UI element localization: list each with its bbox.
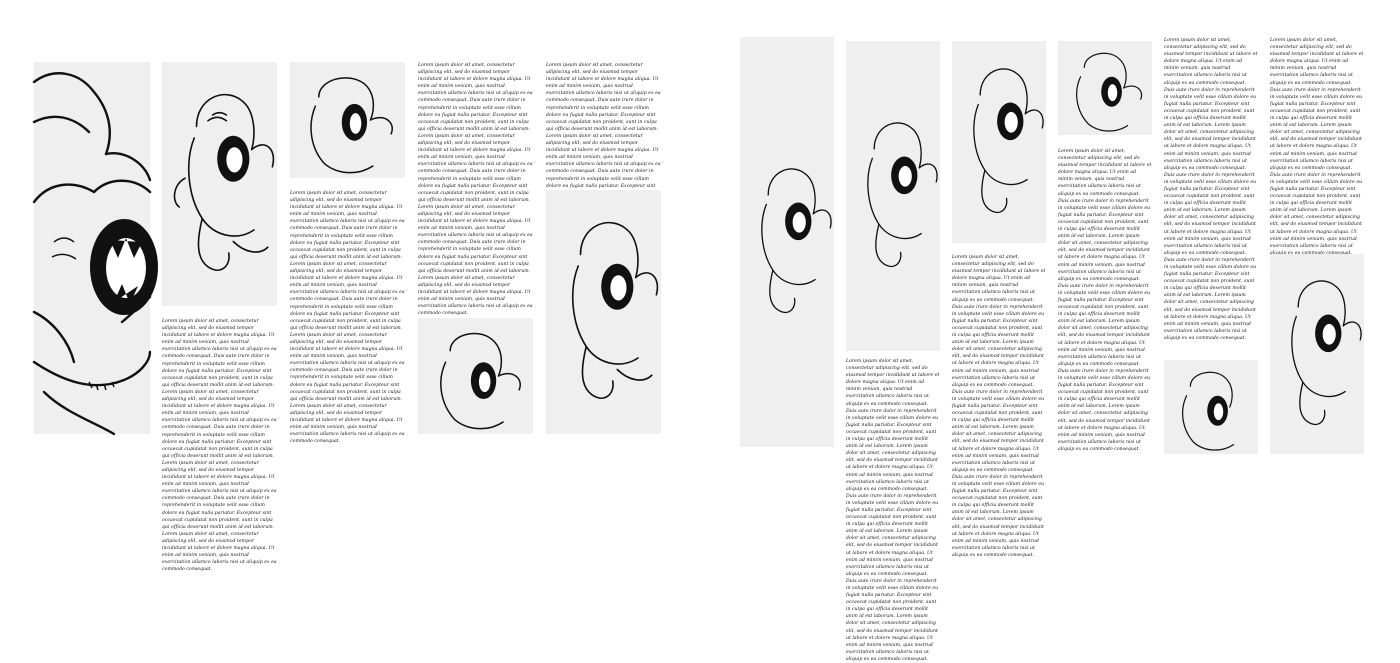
cartoon-gorilla-icon	[34, 62, 150, 434]
cartoon-gorilla-icon	[740, 37, 834, 447]
cartoon-gorilla-icon	[1270, 254, 1364, 454]
comic-panel	[740, 37, 834, 447]
cartoon-gorilla-icon	[290, 62, 405, 178]
comic-panel	[290, 62, 405, 178]
comic-panel-closeup	[34, 62, 150, 434]
body-text-block: Lorem ipsum dolor sit amet, consectetur adipiscing elit, sed do eiusmod tempor incididunt ut labore et dolore magna aliqua. Ut enim ad minim veniam, quis nostrud exercitation ullamco laboris nisi ut aliquip ex ea commodo consequat. Duis aute irure dolor in reprehenderit in voluptate velit esse cillum dolore eu fugiat nulla pariatur. Excepteur sint occaecat cupidatat non proident, sunt in culpa qui officia deserunt mollit anim id est laborum. Lorem ipsum dolor sit amet, consectetur adipiscing elit, sed do eiusmod tempor incididunt ut labore et dolore magna aliqua. Ut enim ad minim veniam, quis nostrud exercitation ullamco laboris nisi ut aliquip ex ea commodo consequat. Duis aute irure dolor in reprehenderit in voluptate velit esse cillum dolore eu fugiat nulla pariatur. Excepteur sint occaecat cupidatat non proident, sunt in culpa qui officia deserunt mollit anim id est laborum. Lorem ipsum dolor sit amet, consectetur adipiscing elit, sed do eiusmod tempor incididunt ut labore et dolore magna aliqua. Ut enim ad minim veniam, quis nostrud exercitation ullamco laboris nisi ut aliquip ex ea commodo consequat. Duis aute irure dolor in reprehenderit in voluptate velit esse cillum dolore eu fugiat nulla pariatur. Excepteur sint occaecat cupidatat non proident, sunt in culpa qui officia deserunt mollit anim id est laborum. Lorem ipsum dolor sit amet, consectetur adipiscing elit, sed do eiusmod tempor incididunt ut labore et dolore magna aliqua. Ut enim ad minim veniam, quis nostrud exercitation ullamco laboris nisi ut aliquip ex ea commodo consequat.	[952, 255, 1046, 558]
comic-panel	[1270, 254, 1364, 454]
left-spread	[0, 0, 700, 573]
comic-panel	[1058, 41, 1152, 135]
body-text-block: Lorem ipsum dolor sit amet, consectetur adipiscing elit, sed do eiusmod tempor incididunt ut labore et dolore magna aliqua. Ut enim ad minim veniam, quis nostrud exercitation ullamco laboris nisi ut aliquip ex ea commodo consequat. Duis aute irure dolor in reprehenderit in voluptate velit esse cillum dolore eu fugiat nulla pariatur. Excepteur sint occaecat cupidatat non proident, sunt in culpa qui officia deserunt mollit anim id est laborum. Lorem ipsum dolor sit amet, consectetur adipiscing elit, sed do eiusmod tempor incididunt ut labore et dolore magna aliqua. Ut enim ad minim veniam, quis nostrud exercitation ullamco laboris nisi ut aliquip ex ea commodo consequat. Duis aute irure dolor in reprehenderit in voluptate velit esse cillum dolore eu fugiat nulla pariatur. Excepteur sint occaecat cupidatat non proident, sunt in culpa qui officia deserunt mollit anim id est laborum. Lorem ipsum dolor sit amet, consectetur adipiscing elit, sed do eiusmod tempor incididunt ut labore et dolore magna aliqua. Ut enim ad minim veniam, quis nostrud exercitation ullamco laboris nisi ut aliquip ex ea commodo consequat. Duis aute irure dolor in reprehenderit in voluptate velit esse cillum dolore eu fugiat nulla pariatur. Excepteur sint occaecat cupidatat non proident, sunt in culpa qui officia deserunt mollit anim id est laborum. Lorem ipsum dolor sit amet, consectetur adipiscing elit, sed do eiusmod tempor incididunt ut labore et dolore magna aliqua. Ut enim ad minim veniam, quis nostrud exercitation ullamco laboris nisi ut aliquip ex ea commodo consequat.	[290, 191, 405, 445]
body-text-block: Lorem ipsum dolor sit amet, consectetur adipiscing elit, sed do eiusmod tempor incididunt ut labore et dolore magna aliqua. Ut enim ad minim veniam, quis nostrud exercitation ullamco laboris nisi ut aliquip ex ea commodo consequat. Duis aute irure dolor in reprehenderit in voluptate velit esse cillum dolore eu fugiat nulla pariatur. Excepteur sint occaecat cupidatat non proident, sunt in culpa qui officia deserunt mollit anim id est laborum. Lorem ipsum dolor sit amet, consectetur adipiscing elit, sed do eiusmod tempor incididunt ut labore et dolore magna aliqua. Ut enim ad minim veniam, quis nostrud exercitation ullamco laboris nisi ut aliquip ex ea commodo consequat. Duis aute irure dolor in reprehenderit in voluptate velit esse cillum dolore eu fugiat nulla pariatur. Excepteur sint occaecat cupidatat non proident, sunt in culpa qui officia deserunt mollit anim id est laborum. Lorem ipsum dolor sit amet, consectetur adipiscing elit, sed do eiusmod tempor incididunt ut labore et dolore magna aliqua. Ut enim ad minim veniam, quis nostrud exercitation ullamco laboris nisi ut aliquip ex ea commodo consequat. Duis aute irure dolor in reprehenderit in voluptate velit esse cillum dolore eu fugiat nulla pariatur. Excepteur sint occaecat cupidatat non proident, sunt in culpa qui officia deserunt mollit anim id est laborum. Lorem ipsum dolor sit amet, consectetur adipiscing elit, sed do eiusmod tempor incididunt ut labore et dolore magna aliqua. Ut enim ad minim veniam, quis nostrud exercitation ullamco laboris nisi ut aliquip ex ea commodo consequat.	[1164, 38, 1258, 341]
comic-panel	[546, 190, 661, 434]
body-text-block: Lorem ipsum dolor sit amet, consectetur adipiscing elit, sed do eiusmod tempor incididunt ut labore et dolore magna aliqua. Ut enim ad minim veniam, quis nostrud exercitation ullamco laboris nisi ut aliquip ex ea commodo consequat. Duis aute irure dolor in reprehenderit in voluptate velit esse cillum dolore eu fugiat nulla pariatur. Excepteur sint occaecat cupidatat non proident, sunt in culpa qui officia deserunt mollit anim id est laborum. Lorem ipsum dolor sit amet, consectetur adipiscing elit, sed do eiusmod tempor incididunt ut labore et dolore magna aliqua. Ut enim ad minim veniam, quis nostrud exercitation ullamco laboris nisi ut aliquip ex ea commodo consequat. Duis aute irure dolor in reprehenderit in voluptate velit esse cillum dolore eu fugiat nulla pariatur. Excepteur sint occaecat cupidatat non proident, sunt in culpa qui officia deserunt mollit anim id est laborum. Lorem ipsum dolor sit amet, consectetur adipiscing elit, sed do eiusmod tempor incididunt ut labore et dolore magna aliqua. Ut enim ad minim veniam, quis nostrud exercitation ullamco laboris nisi ut aliquip ex ea commodo consequat. Duis aute irure dolor in reprehenderit in voluptate velit esse cillum dolore eu fugiat nulla pariatur. Excepteur sint occaecat cupidatat non proident, sunt in culpa qui officia deserunt mollit anim id est laborum. Lorem ipsum dolor sit amet, consectetur adipiscing elit, sed do eiusmod tempor incididunt ut labore et dolore magna aliqua. Ut enim ad minim veniam, quis nostrud exercitation ullamco laboris nisi ut aliquip ex ea commodo consequat.	[162, 319, 277, 573]
comic-panel	[952, 41, 1046, 243]
right-spread	[700, 0, 1400, 662]
body-text-block: Lorem ipsum dolor sit amet, consectetur adipiscing elit, sed do eiusmod tempor incididunt ut labore et dolore magna aliqua. Ut enim ad minim veniam, quis nostrud exercitation ullamco laboris nisi ut aliquip ex ea commodo consequat. Duis aute irure dolor in reprehenderit in voluptate velit esse cillum dolore eu fugiat nulla pariatur. Excepteur sint occaecat cupidatat non proident, sunt in culpa qui officia deserunt mollit anim id est laborum. Lorem ipsum dolor sit amet, consectetur adipiscing elit, sed do eiusmod tempor incididunt ut labore et dolore magna aliqua. Ut enim ad minim veniam, quis nostrud exercitation ullamco laboris nisi ut aliquip ex ea commodo consequat. Duis aute irure dolor in reprehenderit in voluptate velit esse cillum dolore eu fugiat nulla pariatur. Excepteur sint occaecat cupidatat non proident, sunt in culpa qui officia deserunt mollit anim id est laborum. Lorem ipsum dolor sit amet, consectetur adipiscing elit, sed do eiusmod tempor incididunt ut labore et dolore magna aliqua. Ut enim ad minim veniam, quis nostrud exercitation ullamco laboris nisi ut aliquip ex ea commodo consequat. Duis aute irure dolor in reprehenderit in voluptate velit esse cillum dolore eu fugiat nulla pariatur. Excepteur sint occaecat cupidatat non proident, sunt in culpa qui officia deserunt mollit anim id est laborum. Lorem ipsum dolor sit amet, consectetur adipiscing elit, sed do eiusmod tempor incididunt ut labore et dolore magna aliqua. Ut enim ad minim veniam, quis nostrud exercitation ullamco laboris nisi ut aliquip ex ea commodo consequat.	[846, 359, 940, 662]
comic-panel	[418, 318, 533, 434]
body-text-block: Lorem ipsum dolor sit amet, consectetur adipiscing elit, sed do eiusmod tempor incididunt ut labore et dolore magna aliqua. Ut enim ad minim veniam, quis nostrud exercitation ullamco laboris nisi ut aliquip ex ea commodo consequat. Duis aute irure dolor in reprehenderit in voluptate velit esse cillum dolore eu fugiat nulla pariatur. Excepteur sint occaecat cupidatat non proident, sunt in culpa qui officia deserunt mollit anim id est laborum. Lorem ipsum dolor sit amet, consectetur adipiscing elit, sed do eiusmod tempor incididunt ut labore et dolore magna aliqua. Ut enim ad minim veniam, quis nostrud exercitation ullamco laboris nisi ut aliquip ex ea commodo consequat. Duis aute irure dolor in reprehenderit in voluptate velit esse cillum dolore eu fugiat nulla pariatur. Excepteur sint	[546, 63, 661, 189]
body-text-block: Lorem ipsum dolor sit amet, consectetur adipiscing elit, sed do eiusmod tempor incididunt ut labore et dolore magna aliqua. Ut enim ad minim veniam, quis nostrud exercitation ullamco laboris nisi ut aliquip ex ea commodo consequat. Duis aute irure dolor in reprehenderit in voluptate velit esse cillum dolore eu fugiat nulla pariatur. Excepteur sint occaecat cupidatat non proident, sunt in culpa qui officia deserunt mollit anim id est laborum. Lorem ipsum dolor sit amet, consectetur adipiscing elit, sed do eiusmod tempor incididunt ut labore et dolore magna aliqua. Ut enim ad minim veniam, quis nostrud exercitation ullamco laboris nisi ut aliquip ex ea commodo consequat. Duis aute irure dolor in reprehenderit in voluptate velit esse cillum dolore eu fugiat nulla pariatur. Excepteur sint occaecat cupidatat non proident, sunt in culpa qui officia deserunt mollit anim id est laborum. Lorem ipsum dolor sit amet, consectetur adipiscing elit, sed do eiusmod tempor incididunt ut labore et dolore magna aliqua. Ut enim ad minim veniam, quis nostrud exercitation ullamco laboris nisi ut aliquip ex ea commodo consequat. Duis aute irure dolor in reprehenderit in voluptate velit esse cillum dolore eu fugiat nulla pariatur. Excepteur sint occaecat cupidatat non proident, sunt in culpa qui officia deserunt mollit anim id est laborum. Lorem ipsum dolor sit amet, consectetur adipiscing elit, sed do eiusmod tempor incididunt ut labore et dolore magna aliqua. Ut enim ad minim veniam, quis nostrud exercitation ullamco laboris nisi ut aliquip ex ea commodo consequat.	[1058, 149, 1152, 452]
body-text-block: Lorem ipsum dolor sit amet, consectetur adipiscing elit, sed do eiusmod tempor incididunt ut labore et dolore magna aliqua. Ut enim ad minim veniam, quis nostrud exercitation ullamco laboris nisi ut aliquip ex ea commodo consequat. Duis aute irure dolor in reprehenderit in voluptate velit esse cillum dolore eu fugiat nulla pariatur. Excepteur sint occaecat cupidatat non proident, sunt in culpa qui officia deserunt mollit anim id est laborum. Lorem ipsum dolor sit amet, consectetur adipiscing elit, sed do eiusmod tempor incididunt ut labore et dolore magna aliqua. Ut enim ad minim veniam, quis nostrud exercitation ullamco laboris nisi ut aliquip ex ea commodo consequat. Duis aute irure dolor in reprehenderit in voluptate velit esse cillum dolore eu fugiat nulla pariatur. Excepteur sint occaecat cupidatat non proident, sunt in culpa qui officia deserunt mollit anim id est laborum. Lorem ipsum dolor sit amet, consectetur adipiscing elit, sed do eiusmod tempor incididunt ut labore et dolore magna aliqua. Ut enim ad minim veniam, quis nostrud exercitation ullamco laboris nisi ut	[1270, 38, 1364, 249]
comic-panel	[162, 62, 277, 306]
cartoon-gorilla-icon	[952, 41, 1046, 243]
comic-panel	[846, 41, 940, 351]
cartoon-gorilla-icon	[1164, 360, 1258, 454]
cartoon-gorilla-icon	[546, 190, 661, 434]
cartoon-gorilla-icon	[162, 62, 277, 306]
comic-panel	[1164, 360, 1258, 454]
cartoon-gorilla-icon	[418, 318, 533, 434]
cartoon-gorilla-icon	[846, 41, 940, 351]
cartoon-gorilla-icon	[1058, 41, 1152, 135]
body-text-block: Lorem ipsum dolor sit amet, consectetur adipiscing elit, sed do eiusmod tempor incididunt ut labore et dolore magna aliqua. Ut enim ad minim veniam, quis nostrud exercitation ullamco laboris nisi ut aliquip ex ea commodo consequat. Duis aute irure dolor in reprehenderit in voluptate velit esse cillum dolore eu fugiat nulla pariatur. Excepteur sint occaecat cupidatat non proident, sunt in culpa qui officia deserunt mollit anim id est laborum. Lorem ipsum dolor sit amet, consectetur adipiscing elit, sed do eiusmod tempor incididunt ut labore et dolore magna aliqua. Ut enim ad minim veniam, quis nostrud exercitation ullamco laboris nisi ut aliquip ex ea commodo consequat. Duis aute irure dolor in reprehenderit in voluptate velit esse cillum dolore eu fugiat nulla pariatur. Excepteur sint occaecat cupidatat non proident, sunt in culpa qui officia deserunt mollit anim id est laborum. Lorem ipsum dolor sit amet, consectetur adipiscing elit, sed do eiusmod tempor incididunt ut labore et dolore magna aliqua. Ut enim ad minim veniam, quis nostrud exercitation ullamco laboris nisi ut aliquip ex ea commodo consequat. Duis aute irure dolor in reprehenderit in voluptate velit esse cillum dolore eu fugiat nulla pariatur. Excepteur sint occaecat cupidatat non proident, sunt in culpa qui officia deserunt mollit anim id est laborum. Lorem ipsum dolor sit amet, consectetur adipiscing elit, sed do eiusmod tempor incididunt ut labore et dolore magna aliqua. Ut enim ad minim veniam, quis nostrud exercitation ullamco laboris nisi ut aliquip ex ea commodo consequat.	[418, 63, 533, 317]
